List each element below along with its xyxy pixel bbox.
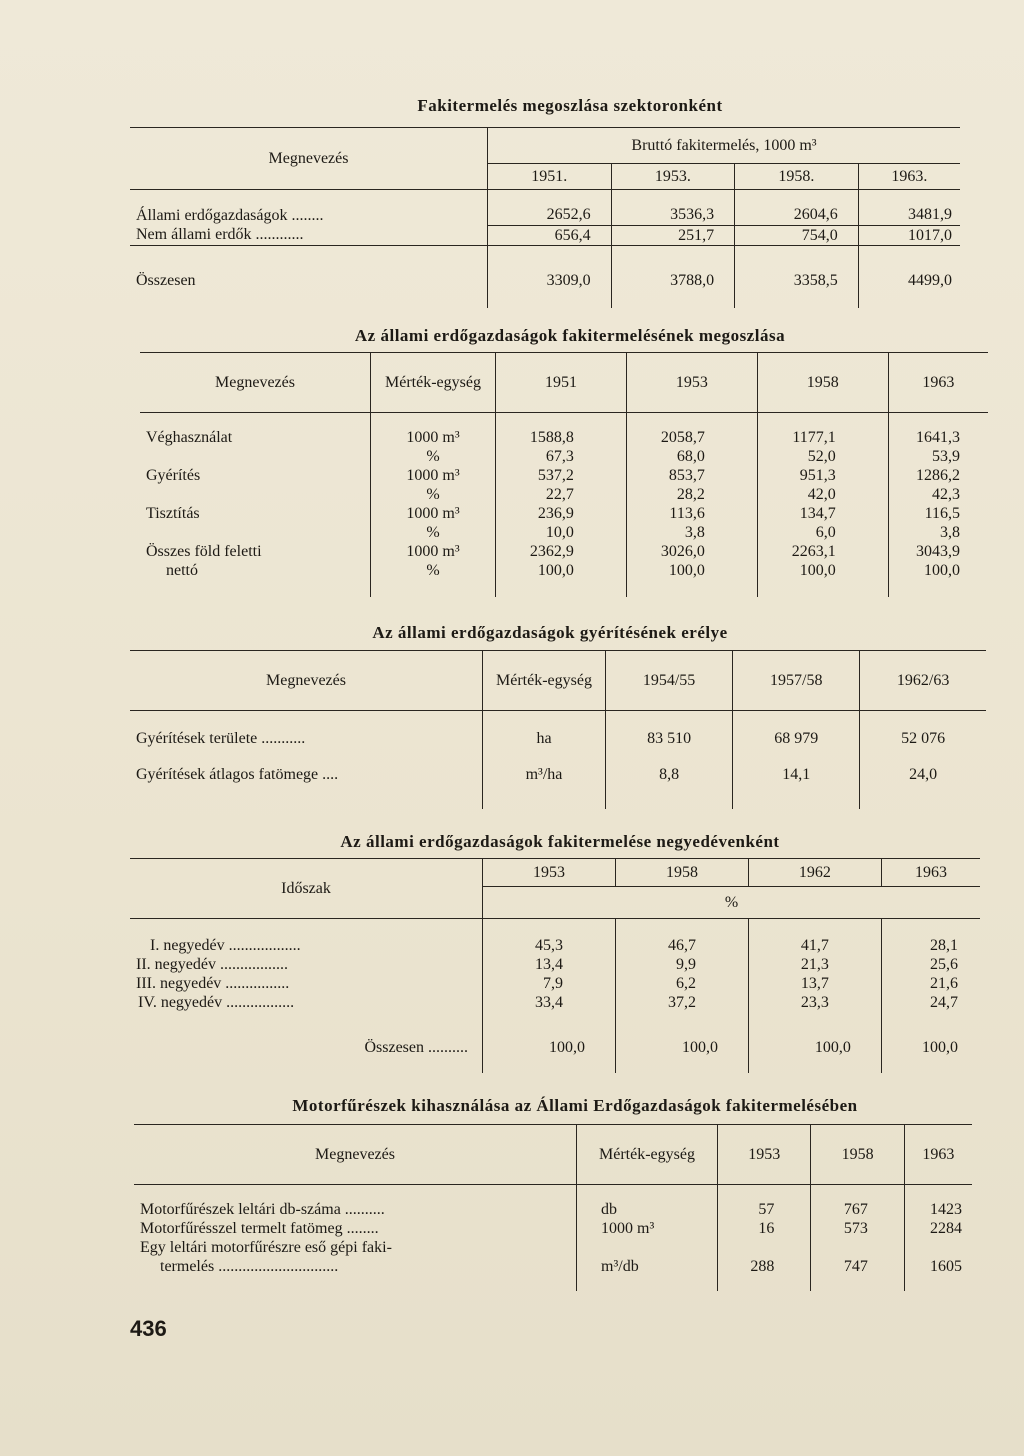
row-unit: ha: [483, 723, 606, 755]
cell: 42,0: [757, 486, 888, 505]
row-label: Véghasználat: [146, 429, 233, 446]
cell: 100,0: [748, 1033, 881, 1063]
row-label: [140, 486, 371, 505]
cell: 3,8: [888, 524, 988, 543]
row-label: Tisztítás: [146, 505, 200, 522]
cell: 21,6: [881, 975, 980, 994]
table1-header-name: Megnevezés: [268, 149, 349, 167]
row-label: nettó: [166, 562, 198, 579]
row-unit: m³/db: [577, 1258, 718, 1277]
row-unit: %: [371, 486, 496, 505]
cell: 24,0: [860, 755, 986, 795]
table2-year: 1963: [888, 353, 988, 413]
page-number: 436: [130, 1316, 167, 1341]
table5-header-name: Megnevezés: [315, 1145, 395, 1163]
table1-year: 1963.: [858, 164, 960, 190]
cell: 754,0: [735, 226, 859, 246]
table5-title: Motorfűrészek kihasználása az Állami Erdőgazdaságok fakitermelésében: [292, 1096, 858, 1115]
row-label: termelés ..............................: [160, 1258, 339, 1275]
table-row: [140, 486, 988, 505]
cell: 37,2: [615, 994, 748, 1013]
table2: [140, 352, 988, 597]
cell: 2284: [904, 1220, 972, 1239]
cell: 68 979: [733, 723, 860, 755]
cell: 45,3: [483, 937, 616, 956]
table-row: [130, 937, 980, 956]
row-label: Motorfűrészek leltári db-száma ..........: [140, 1201, 385, 1218]
table-row: [134, 1201, 972, 1220]
cell: 7,9: [483, 975, 616, 994]
cell: 3358,5: [735, 268, 859, 294]
table-row: [140, 505, 988, 524]
row-label: Gyérítések területe ...........: [136, 729, 306, 747]
row-label: Állami erdőgazdaságok ........: [136, 206, 324, 224]
table-row: [134, 1258, 972, 1277]
cell: 134,7: [757, 505, 888, 524]
table-row: [140, 543, 988, 562]
cell: 573: [811, 1220, 904, 1239]
cell: [811, 1239, 904, 1258]
row-unit: [577, 1239, 718, 1258]
table-row: [130, 226, 960, 246]
cell: 13,4: [483, 956, 616, 975]
row-label: I. negyedév ..................: [150, 937, 301, 954]
cell: 3,8: [626, 524, 757, 543]
table3-year: 1962/63: [860, 651, 986, 711]
row-unit: 1000 m³: [577, 1220, 718, 1239]
table-row: [130, 723, 986, 755]
cell: 53,9: [888, 448, 988, 467]
table3-header-name: Megnevezés: [266, 671, 346, 689]
cell: 67,3: [496, 448, 627, 467]
table3-header-unit: Mérték-egység: [483, 651, 606, 711]
row-label: IV. negyedév .................: [138, 994, 295, 1011]
table2-year: 1958: [757, 353, 888, 413]
table4-year: 1953: [483, 859, 616, 887]
table-row: [130, 268, 960, 294]
cell: 4499,0: [858, 268, 960, 294]
row-label: [140, 524, 371, 543]
cell: 113,6: [626, 505, 757, 524]
cell: 2058,7: [626, 429, 757, 448]
table1-year: 1958.: [735, 164, 859, 190]
table3-title: Az állami erdőgazdaságok gyérítésének erélye: [372, 623, 728, 642]
table4-year: 1962: [748, 859, 881, 887]
row-unit: m³/ha: [483, 755, 606, 795]
table1-year: 1951.: [488, 164, 612, 190]
row-unit: %: [371, 562, 496, 581]
cell: 251,7: [611, 226, 735, 246]
cell: 13,7: [748, 975, 881, 994]
cell: 46,7: [615, 937, 748, 956]
row-label: Összesen ..........: [364, 1038, 468, 1056]
cell: 57: [718, 1201, 811, 1220]
cell: 656,4: [488, 226, 612, 246]
table-row: [140, 467, 988, 486]
cell: [718, 1239, 811, 1258]
cell: 100,0: [626, 562, 757, 581]
cell: 6,2: [615, 975, 748, 994]
cell: 537,2: [496, 467, 627, 486]
cell: 3309,0: [488, 268, 612, 294]
cell: 23,3: [748, 994, 881, 1013]
cell: 24,7: [881, 994, 980, 1013]
table-row: [130, 975, 980, 994]
table-row: [140, 524, 988, 543]
cell: 28,1: [881, 937, 980, 956]
cell: 951,3: [757, 467, 888, 486]
cell: 2362,9: [496, 543, 627, 562]
cell: [904, 1239, 972, 1258]
cell: 288: [718, 1258, 811, 1277]
cell: 100,0: [496, 562, 627, 581]
cell: 10,0: [496, 524, 627, 543]
cell: 22,7: [496, 486, 627, 505]
table5-header-unit: Mérték-egység: [577, 1125, 718, 1185]
row-unit: 1000 m³: [371, 543, 496, 562]
cell: 2652,6: [488, 206, 612, 226]
cell: 28,2: [626, 486, 757, 505]
table4-unit: %: [483, 887, 981, 919]
cell: 16: [718, 1220, 811, 1239]
cell: 1017,0: [858, 226, 960, 246]
cell: 3788,0: [611, 268, 735, 294]
table-row: [140, 562, 988, 581]
row-label: Motorfűrésszel termelt fatömeg ........: [140, 1220, 379, 1237]
row-unit: db: [577, 1201, 718, 1220]
cell: 42,3: [888, 486, 988, 505]
table2-year: 1951: [496, 353, 627, 413]
row-label: III. negyedév ................: [136, 975, 290, 992]
table-row: [130, 994, 980, 1013]
table1: [130, 127, 960, 308]
table1-group-header: Bruttó fakitermelés, 1000 m³: [488, 128, 961, 164]
cell: 2263,1: [757, 543, 888, 562]
cell: 52 076: [860, 723, 986, 755]
table4-title: Az állami erdőgazdaságok fakitermelése negyedévenként: [340, 832, 780, 851]
table5-year: 1963: [904, 1125, 972, 1185]
cell: 1588,8: [496, 429, 627, 448]
cell: 68,0: [626, 448, 757, 467]
cell: 3481,9: [858, 206, 960, 226]
table-row: [130, 956, 980, 975]
table4-year: 1958: [615, 859, 748, 887]
table2-header-unit: Mérték-egység: [371, 353, 496, 413]
table1-title: Fakitermelés megoszlása szektoronként: [417, 96, 723, 115]
cell: 52,0: [757, 448, 888, 467]
cell: 8,8: [606, 755, 733, 795]
cell: 100,0: [888, 562, 988, 581]
row-label: II. negyedév .................: [136, 956, 288, 973]
table-row: [140, 448, 988, 467]
row-label: Összesen: [136, 271, 196, 289]
cell: 1641,3: [888, 429, 988, 448]
cell: 2604,6: [735, 206, 859, 226]
table3: [130, 650, 986, 809]
table4-header-name: Időszak: [281, 879, 331, 897]
row-unit: 1000 m³: [371, 505, 496, 524]
cell: 9,9: [615, 956, 748, 975]
row-unit: %: [371, 524, 496, 543]
cell: 747: [811, 1258, 904, 1277]
cell: 41,7: [748, 937, 881, 956]
table-row-total: [130, 1033, 980, 1063]
table2-title: Az állami erdőgazdaságok fakitermelésének megoszlása: [354, 326, 786, 345]
table2-year: 1953: [626, 353, 757, 413]
table-row: [140, 429, 988, 448]
table-row: [130, 755, 986, 795]
row-label: Gyérítés: [146, 467, 201, 484]
row-unit: %: [371, 448, 496, 467]
cell: 33,4: [483, 994, 616, 1013]
table2-header-name: Megnevezés: [215, 373, 295, 391]
cell: 100,0: [881, 1033, 980, 1063]
row-label: Egy leltári motorfűrészre eső gépi faki-: [140, 1239, 392, 1256]
cell: 1286,2: [888, 467, 988, 486]
cell: 83 510: [606, 723, 733, 755]
table3-year: 1954/55: [606, 651, 733, 711]
table5-year: 1953: [718, 1125, 811, 1185]
table5: [134, 1124, 972, 1291]
cell: 3043,9: [888, 543, 988, 562]
row-label: Összes föld feletti: [146, 543, 262, 560]
row-label: Gyérítések átlagos fatömege ....: [136, 765, 339, 783]
cell: 100,0: [757, 562, 888, 581]
cell: 25,6: [881, 956, 980, 975]
table4: [130, 858, 980, 1073]
cell: 21,3: [748, 956, 881, 975]
table-row: [134, 1220, 972, 1239]
cell: 6,0: [757, 524, 888, 543]
cell: 236,9: [496, 505, 627, 524]
table-row: [130, 206, 960, 226]
table5-year: 1958: [811, 1125, 904, 1185]
table4-year: 1963: [881, 859, 980, 887]
table-row: [134, 1239, 972, 1258]
table3-year: 1957/58: [733, 651, 860, 711]
row-label: [140, 448, 371, 467]
cell: 853,7: [626, 467, 757, 486]
row-unit: 1000 m³: [371, 467, 496, 486]
cell: 116,5: [888, 505, 988, 524]
row-label: Nem állami erdők ............: [136, 226, 304, 244]
cell: 1423: [904, 1201, 972, 1220]
cell: 3536,3: [611, 206, 735, 226]
cell: 767: [811, 1201, 904, 1220]
cell: 3026,0: [626, 543, 757, 562]
cell: 14,1: [733, 755, 860, 795]
cell: 1177,1: [757, 429, 888, 448]
table1-year: 1953.: [611, 164, 735, 190]
cell: 100,0: [483, 1033, 616, 1063]
cell: 1605: [904, 1258, 972, 1277]
row-unit: 1000 m³: [371, 429, 496, 448]
cell: 100,0: [615, 1033, 748, 1063]
